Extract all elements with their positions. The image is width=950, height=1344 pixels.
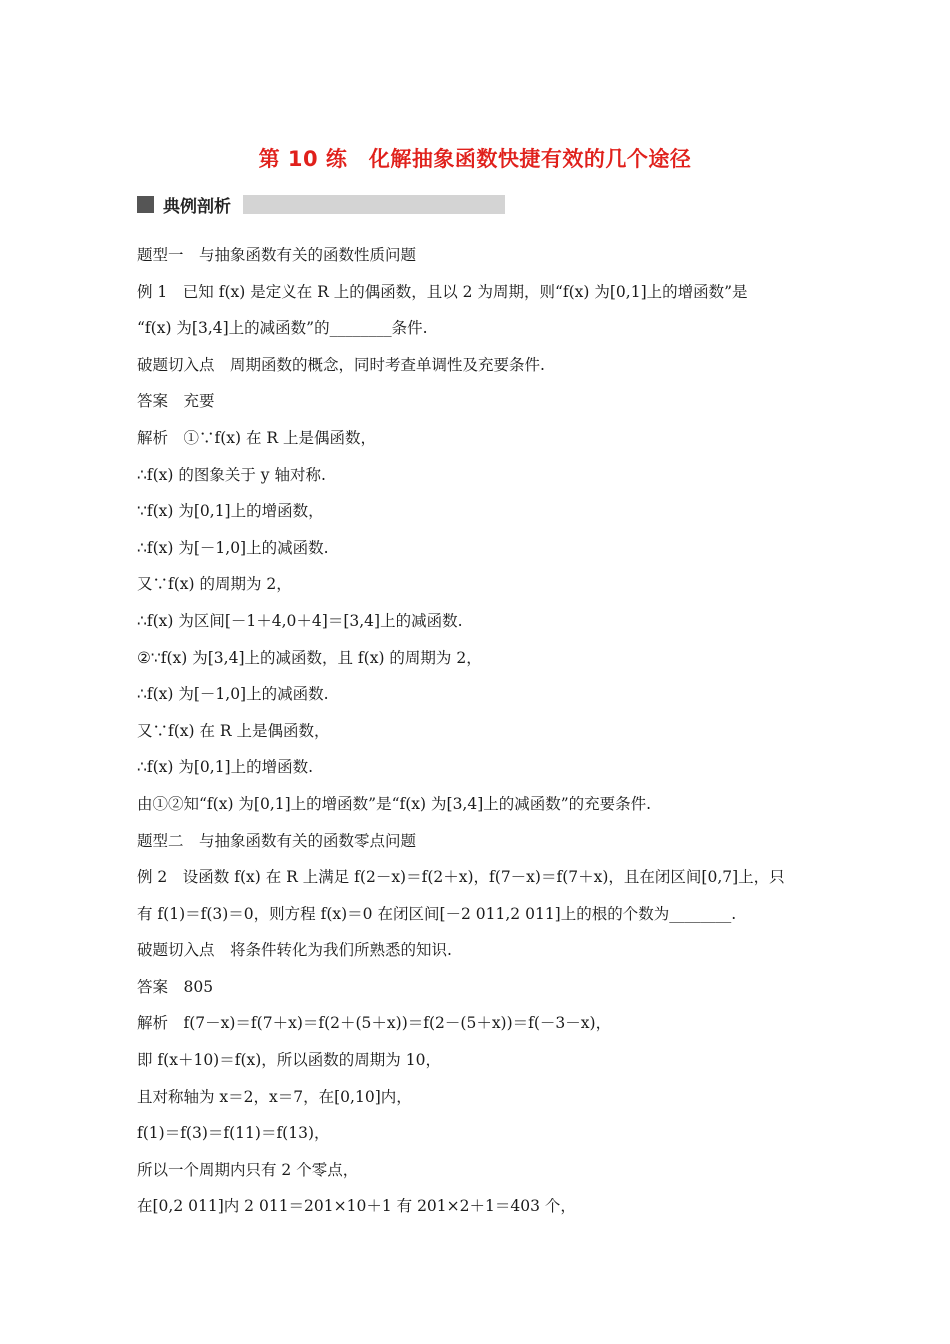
text-line: ∵f(x) 为[0,1]上的增函数， (137, 502, 324, 521)
text-line: 例 1 已知 f(x) 是定义在 R 上的偶函数，且以 2 为周期，则“f(x) 为[0,1]上的增函数”是 (137, 282, 748, 301)
text-line: ∴f(x) 的图象关于 y 轴对称. (137, 465, 326, 484)
text-line: 由①②知“f(x) 为[0,1]上的增函数”是“f(x) 为[3,4]上的减函数”的充要条件. (137, 794, 652, 813)
text-line: 答案 805 (137, 977, 214, 996)
section-square-icon (137, 196, 154, 213)
text-line: 所以一个周期内只有 2 个零点， (137, 1160, 359, 1179)
text-line: 在[0,2 011]内 2 011＝201×10＋1 有 201×2＋1＝403 个， (137, 1197, 576, 1216)
text-line: ∴f(x) 为区间[－1＋4,0＋4]＝[3,4]上的减函数. (137, 611, 463, 630)
text-line: 又∵f(x) 的周期为 2， (137, 575, 292, 594)
text-line: 解析 f(7－x)＝f(7＋x)＝f(2＋(5＋x))＝f(2－(5＋x))＝f(－3－x)， (137, 1014, 612, 1033)
text-line: 破题切入点 周期函数的概念，同时考查单调性及充要条件. (137, 355, 545, 374)
section-header (137, 193, 505, 215)
text-line: 又∵f(x) 在 R 上是偶函数， (137, 721, 330, 740)
text-line: 且对称轴为 x＝2，x＝7，在[0,10]内， (137, 1087, 412, 1106)
text-line: ②∵f(x) 为[3,4]上的减函数，且 f(x) 的周期为 2， (137, 648, 482, 667)
section-divider-bar (243, 195, 505, 214)
text-line: 即 f(x＋10)＝f(x)，所以函数的周期为 10， (137, 1051, 441, 1070)
text-line: 有 f(1)＝f(3)＝0，则方程 f(x)＝0 在闭区间[－2 011,2 011]上的根的个数为________. (137, 904, 737, 923)
text-line: f(1)＝f(3)＝f(11)＝f(13)， (137, 1124, 330, 1143)
text-line: “f(x) 为[3,4]上的减函数”的________条件. (137, 319, 428, 338)
text-line: ∴f(x) 为[0,1]上的增函数. (137, 758, 314, 777)
text-line: 题型二 与抽象函数有关的函数零点问题 (137, 831, 417, 850)
text-line: ∴f(x) 为[－1,0]上的减函数. (137, 538, 329, 557)
text-line: ∴f(x) 为[－1,0]上的减函数. (137, 685, 329, 704)
document-body (137, 244, 817, 1232)
text-line: 例 2 设函数 f(x) 在 R 上满足 f(2－x)＝f(2＋x)，f(7－x)＝f(7＋x)，且在闭区间[0,7]上，只 (137, 868, 785, 887)
text-line: 答案 充要 (137, 392, 215, 411)
section-label: 典例剖析 (163, 196, 231, 217)
text-line: 题型一 与抽象函数有关的函数性质问题 (137, 246, 417, 264)
text-line: 破题切入点 将条件转化为我们所熟悉的知识. (137, 941, 452, 960)
text-line: 解析 ①∵f(x) 在 R 上是偶函数， (137, 428, 377, 447)
page-title: 第 10 练 化解抽象函数快捷有效的几个途径 (258, 147, 692, 171)
